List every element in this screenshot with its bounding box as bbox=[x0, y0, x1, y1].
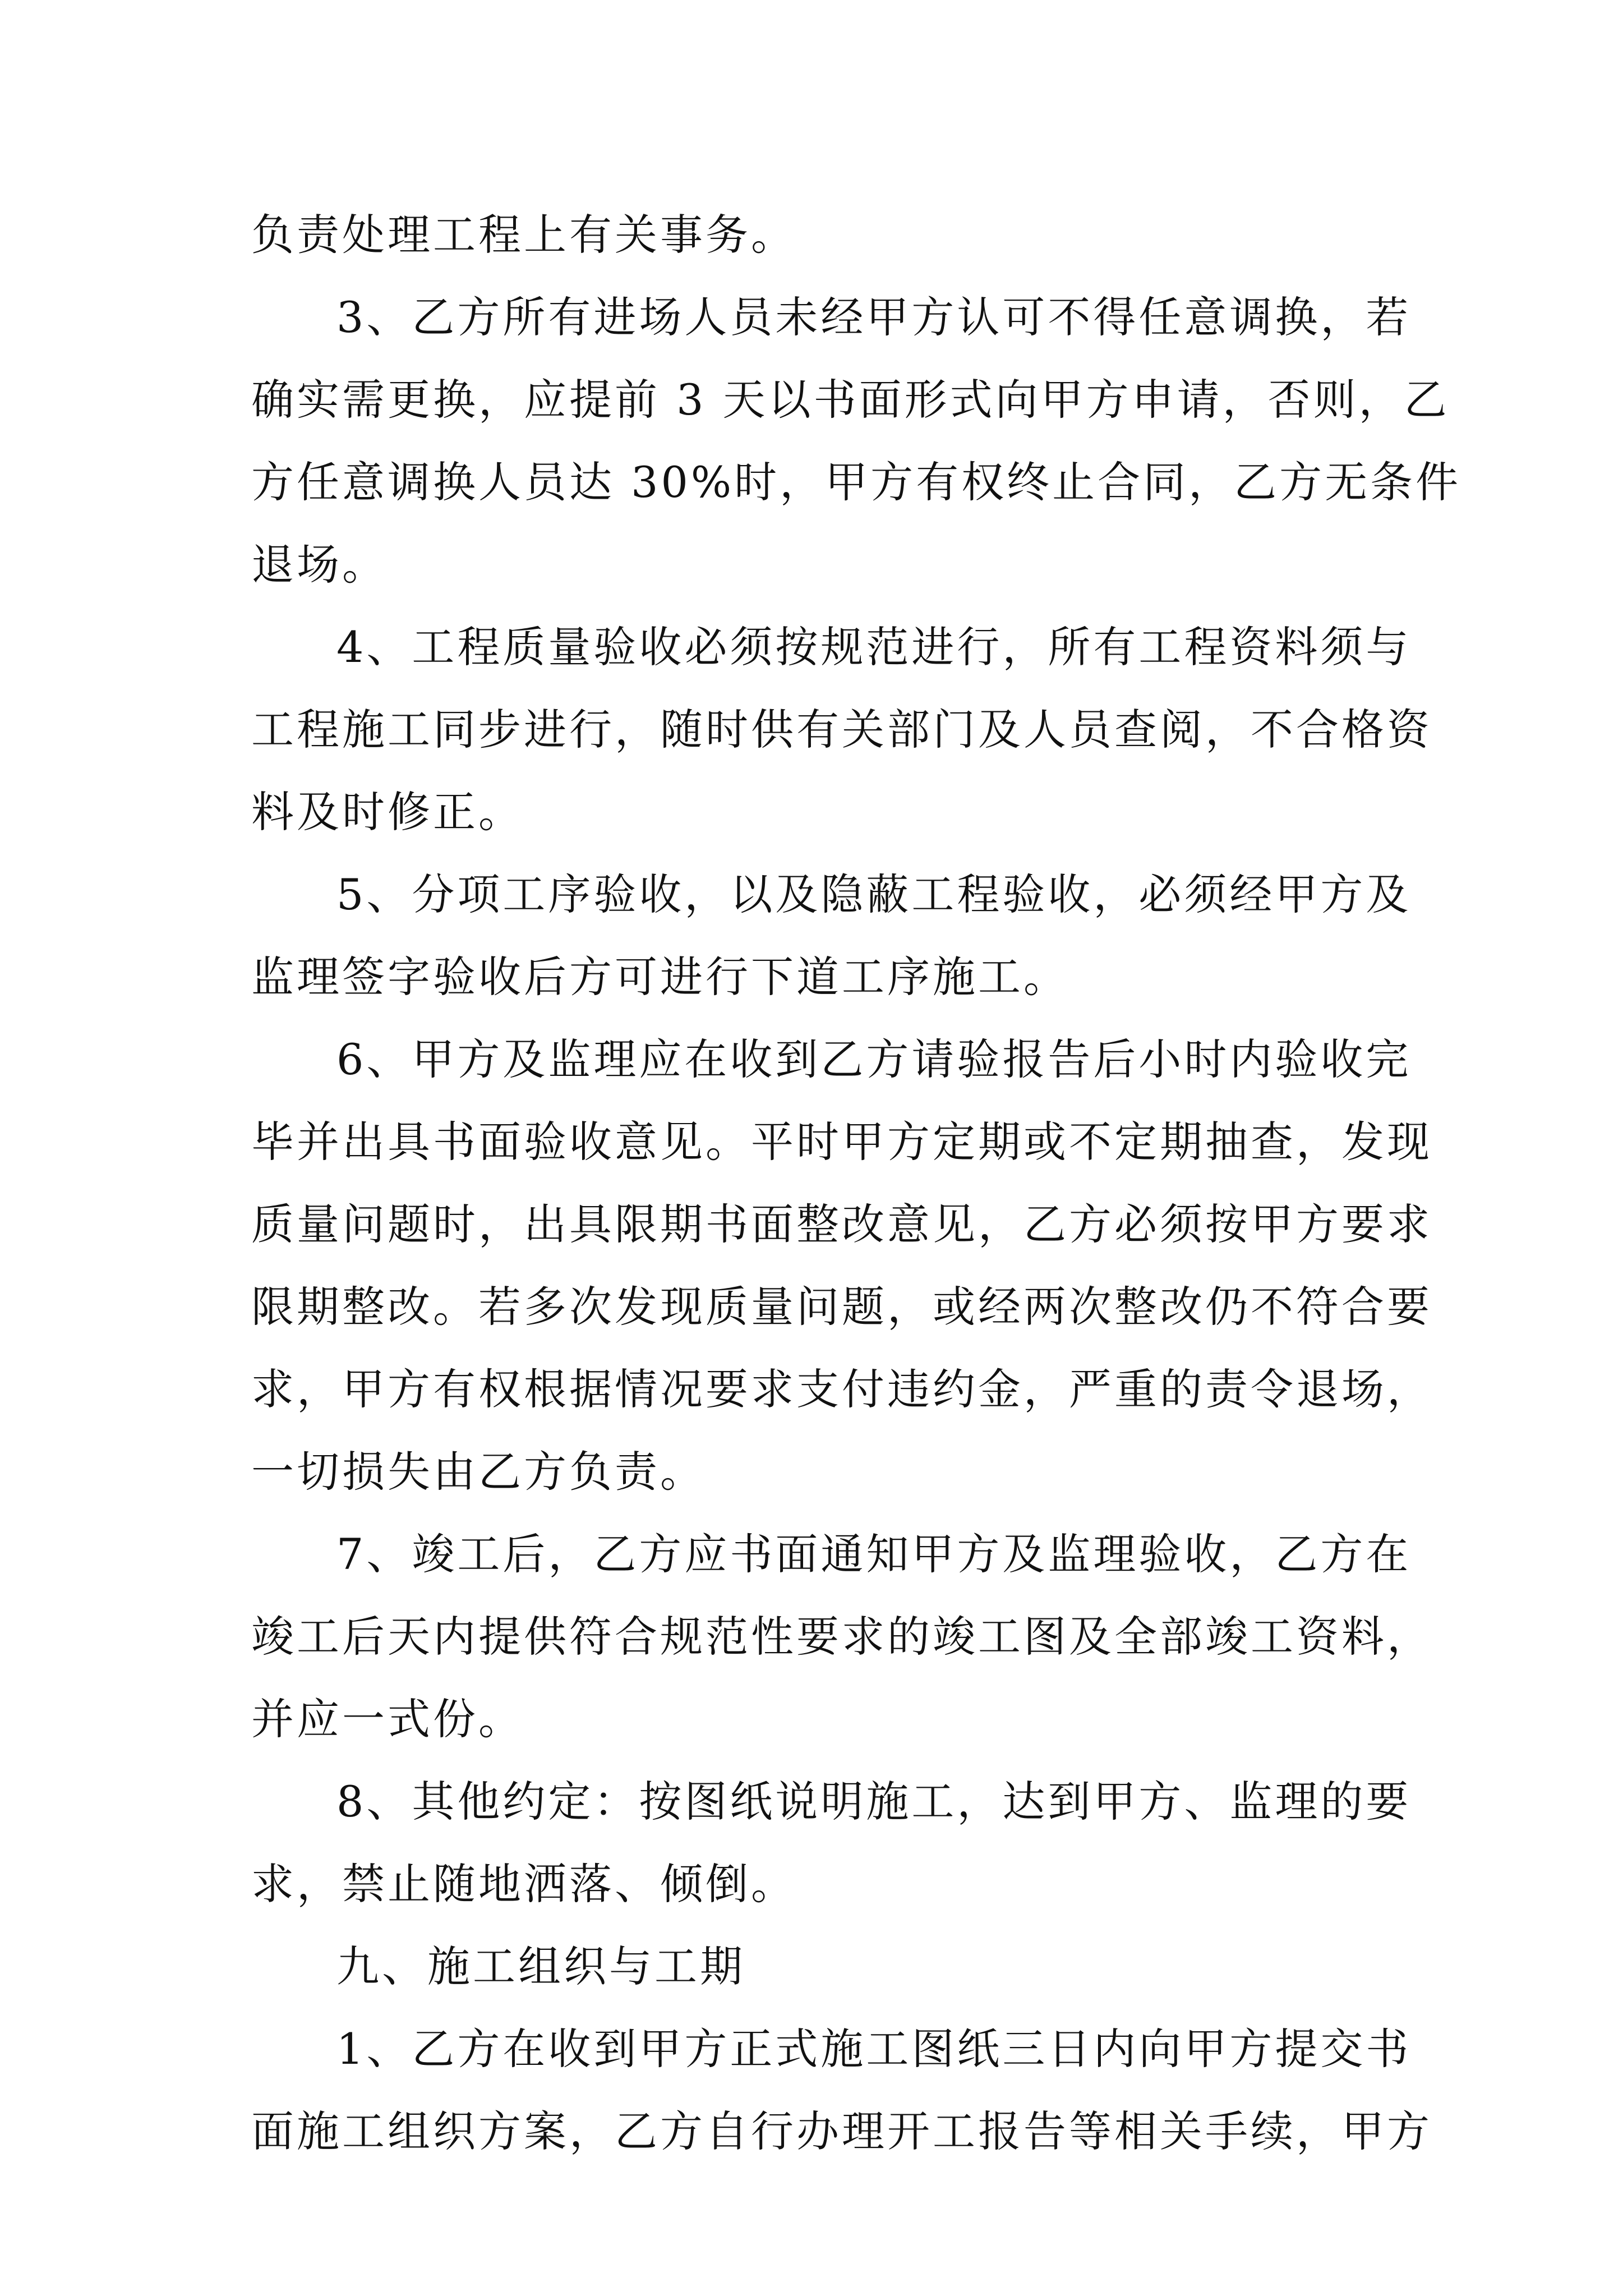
text-line: 确实需更换，应提前 3 天以书面形式向甲方申请，否则，乙 bbox=[251, 375, 1450, 425]
text-line: 求，甲方有权根据情况要求支付违约金，严重的责令退场， bbox=[251, 1364, 1432, 1414]
text-line: 工程施工同步进行，随时供有关部门及人员查阅，不合格资 bbox=[251, 705, 1432, 754]
document-body bbox=[251, 194, 1461, 2173]
text-line: 1、乙方在收到甲方正式施工图纸三日内向甲方提交书 bbox=[336, 2024, 1412, 2074]
text-line: 8、其他约定：按图纸说明施工，达到甲方、监理的要 bbox=[336, 1777, 1412, 1826]
text-line: 5、分项工序验收，以及隐蔽工程验收，必须经甲方及 bbox=[336, 869, 1412, 919]
text-line: 一切损失由乙方负责。 bbox=[251, 1447, 706, 1497]
text-line: 料及时修正。 bbox=[251, 787, 524, 837]
text-line: 限期整改。若多次发现质量问题，或经两次整改仍不符合要 bbox=[251, 1282, 1432, 1332]
text-line: 面施工组织方案，乙方自行办理开工报告等相关手续，甲方 bbox=[251, 2106, 1432, 2156]
text-line: 竣工后天内提供符合规范性要求的竣工图及全部竣工资料， bbox=[251, 1612, 1432, 1662]
text-line: 并应一式份。 bbox=[251, 1694, 524, 1744]
text-line: 监理签字验收后方可进行下道工序施工。 bbox=[251, 952, 1069, 1002]
text-line: 6、甲方及监理应在收到乙方请验报告后小时内验收完 bbox=[336, 1034, 1412, 1084]
text-line: 负责处理工程上有关事务。 bbox=[251, 210, 796, 260]
section-heading: 九、施工组织与工期 bbox=[336, 1941, 745, 1991]
text-line: 方任意调换人员达 30%时，甲方有权终止合同，乙方无条件 bbox=[251, 457, 1461, 507]
text-line: 4、工程质量验收必须按规范进行，所有工程资料须与 bbox=[336, 622, 1412, 672]
text-line: 毕并出具书面验收意见。平时甲方定期或不定期抽查，发现 bbox=[251, 1117, 1432, 1167]
text-line: 质量问题时，出具限期书面整改意见，乙方必须按甲方要求 bbox=[251, 1199, 1432, 1249]
text-line: 3、乙方所有进场人员未经甲方认可不得任意调换，若 bbox=[336, 292, 1412, 342]
text-line: 7、竣工后，乙方应书面通知甲方及监理验收，乙方在 bbox=[336, 1529, 1412, 1579]
text-line: 退场。 bbox=[251, 540, 388, 590]
text-line: 求，禁止随地洒落、倾倒。 bbox=[251, 1859, 796, 1909]
